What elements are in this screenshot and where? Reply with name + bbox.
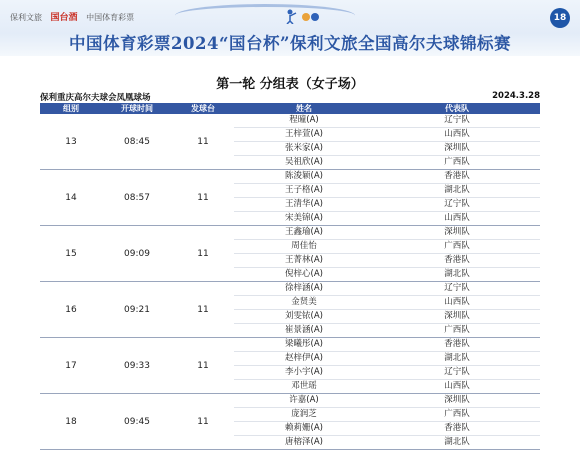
venue-row [40,91,540,103]
player-team: 广西队 [444,325,470,335]
player-team: 辽宁队 [444,199,470,209]
player-team: 广西队 [444,157,470,167]
player-name: 李小宇(A) [285,367,323,377]
player-name: 刘雯铱(A) [285,311,323,321]
col-header-tee: 发球台 [191,104,215,113]
tee-number: 11 [197,304,209,315]
player-name: 吴祖欣(A) [285,157,323,167]
player-list [234,114,540,169]
player-team: 深圳队 [444,227,470,237]
table-body [40,114,540,450]
player-list [234,338,540,393]
tee-time: 09:09 [124,248,150,259]
player-row [234,212,540,225]
player-team: 深圳队 [444,311,470,321]
player-row [234,436,540,449]
player-row [234,170,540,184]
group-row [40,114,540,170]
player-row [234,338,540,352]
player-name: 程曈(A) [289,115,319,125]
player-row [234,408,540,422]
tee-time: 09:21 [124,304,150,315]
player-row [234,296,540,310]
player-row [234,366,540,380]
grouping-table [40,103,540,450]
group-row [40,338,540,394]
player-row [234,156,540,169]
player-row [234,184,540,198]
col-header-tee-time: 开球时间 [121,104,153,113]
player-team: 辽宁队 [444,115,470,125]
player-name: 周佳怡 [291,241,317,251]
group-number: 16 [65,304,77,315]
table-header [40,103,540,114]
player-name: 宋美锦(A) [285,213,323,223]
group-row [40,394,540,450]
col-header-team: 代表队 [445,104,469,113]
tee-number: 11 [197,360,209,371]
event-date: 2024.3.28 [492,91,540,101]
player-name: 陈浚颖(A) [285,171,323,181]
player-row [234,352,540,366]
tee-time: 08:57 [124,192,150,203]
player-name: 邓世瑶 [291,381,317,391]
player-row [234,226,540,240]
player-name: 赵梓伊(A) [285,353,323,363]
group-number: 14 [65,192,77,203]
player-row [234,282,540,296]
guotai-liquor-logo: 国台酒 [50,13,78,23]
group-row [40,170,540,226]
player-team: 湖北队 [444,269,470,279]
player-row [234,324,540,337]
tee-time: 09:45 [124,416,150,427]
player-name: 梁曦彤(A) [285,339,323,349]
player-name: 王鑫瑜(A) [285,227,323,237]
player-team: 深圳队 [444,395,470,405]
player-name: 徐梓涵(A) [285,283,323,293]
player-team: 山西队 [444,129,470,139]
player-name: 王梓萱(A) [285,129,323,139]
tee-time: 09:33 [124,360,150,371]
player-team: 广西队 [444,409,470,419]
player-name: 张米家(A) [285,143,323,153]
group-number: 13 [65,136,77,147]
player-team: 香港队 [444,423,470,433]
player-name: 赖莉姗(A) [285,423,323,433]
event-badge-icon: 18 [550,8,570,28]
venue-name: 保利重庆高尔夫球会凤凰球场 [40,93,151,103]
golfer-silhouette-icon [282,8,322,24]
player-name: 金贤美 [291,297,317,307]
player-name: 许嘉(A) [289,395,319,405]
player-team: 湖北队 [444,437,470,447]
tee-number: 11 [197,192,209,203]
player-team: 山西队 [444,213,470,223]
player-row [234,380,540,393]
player-team: 山西队 [444,297,470,307]
player-list [234,226,540,281]
col-header-name: 姓名 [296,104,312,113]
player-team: 辽宁队 [444,367,470,377]
group-number: 17 [65,360,77,371]
player-name: 倪梓心(A) [285,269,323,279]
group-number: 18 [65,416,77,427]
player-name: 王菁林(A) [285,255,323,265]
player-row [234,240,540,254]
player-team: 广西队 [444,241,470,251]
player-name: 王清华(A) [285,199,323,209]
player-row [234,114,540,128]
player-name: 庞润芝 [291,409,317,419]
tee-number: 11 [197,136,209,147]
player-row [234,128,540,142]
player-row [234,268,540,281]
tee-time: 08:45 [124,136,150,147]
group-number: 15 [65,248,77,259]
player-team: 深圳队 [444,143,470,153]
player-team: 辽宁队 [444,283,470,293]
round-title: 第一轮 分组表（女子场） [216,77,364,92]
player-list [234,282,540,337]
player-name: 崔景涵(A) [285,325,323,335]
player-team: 香港队 [444,171,470,181]
player-team: 香港队 [444,339,470,349]
tee-number: 11 [197,416,209,427]
sponsor-logos [10,10,140,23]
group-row [40,282,540,338]
player-team: 湖北队 [444,353,470,363]
player-row [234,310,540,324]
player-team: 山西队 [444,381,470,391]
player-row [234,422,540,436]
player-row [234,254,540,268]
poly-culture-logo: 保利文旅 [10,13,42,22]
swoosh-graphic [175,4,355,27]
player-name: 唐榕泽(A) [285,437,323,447]
event-banner [0,0,580,56]
player-list [234,394,540,449]
group-row [40,226,540,282]
player-name: 王子格(A) [285,185,323,195]
player-team: 湖北队 [444,185,470,195]
sports-lottery-logo: 中国体育彩票 [86,13,135,22]
player-team: 香港队 [444,255,470,265]
event-title: 中国体育彩票2024“国台杯”保利文旅全国高尔夫球锦标赛 [69,34,511,53]
player-row [234,394,540,408]
tee-number: 11 [197,248,209,259]
player-list [234,170,540,225]
player-row [234,198,540,212]
player-row [234,142,540,156]
col-header-group: 组别 [63,104,79,113]
